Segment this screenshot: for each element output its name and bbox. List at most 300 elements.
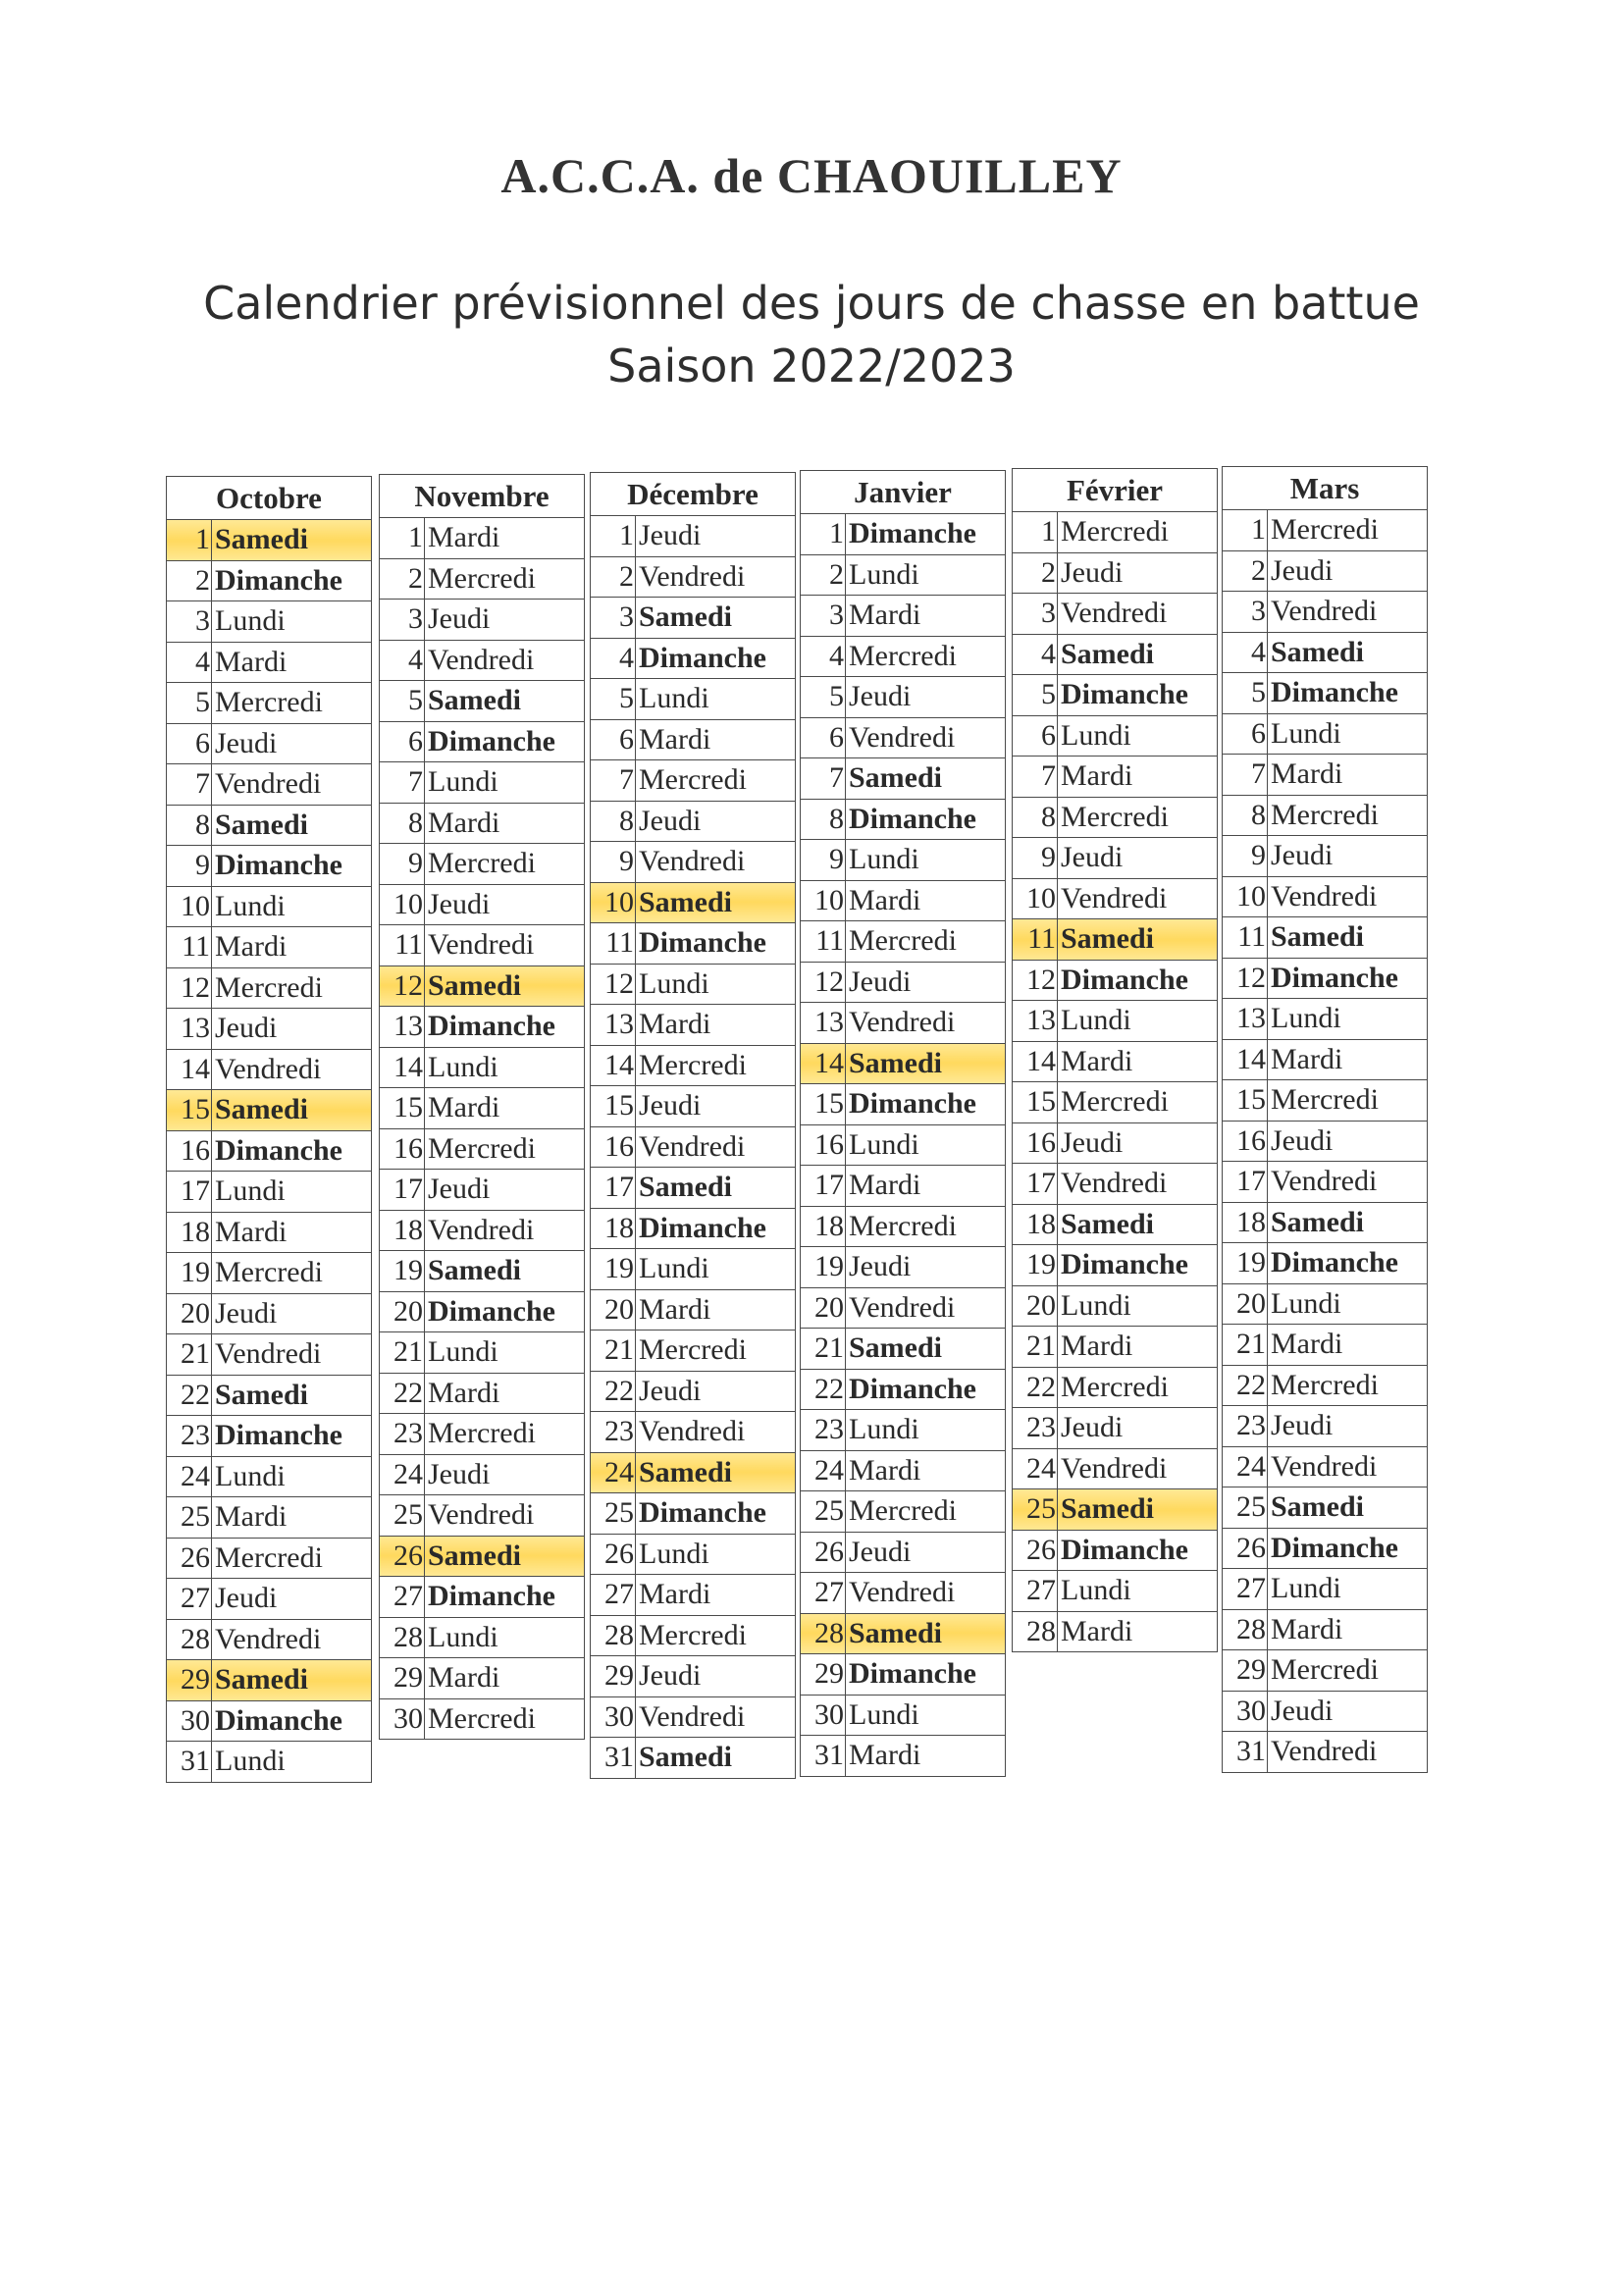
day-row [591,1005,796,1046]
day-number: 18 [591,1208,636,1249]
day-row [1013,1571,1218,1612]
day-row [591,1045,796,1086]
day-row [1223,1243,1428,1284]
day-number: 17 [167,1172,212,1213]
day-name: Mercredi [636,1331,796,1372]
day-row [380,640,585,681]
month-table-janvier [800,470,1006,1777]
day-row [167,1130,372,1172]
day-name: Vendredi [212,1619,372,1660]
day-row [380,1007,585,1048]
day-row [801,1654,1006,1696]
day-row [801,1450,1006,1491]
day-name: Mercredi [1058,1082,1218,1123]
day-number: 10 [801,880,846,921]
day-number: 15 [167,1090,212,1131]
day-number: 23 [167,1416,212,1457]
day-row [1223,632,1428,673]
day-row [167,1293,372,1334]
day-row [380,558,585,600]
day-number: 5 [380,681,425,722]
day-name: Lundi [1268,713,1428,755]
day-number: 21 [801,1329,846,1370]
day-name: Dimanche [846,1084,1006,1125]
day-number: 3 [591,598,636,639]
day-row [167,1049,372,1090]
day-number: 19 [801,1247,846,1288]
day-name: Dimanche [1268,1528,1428,1569]
day-row-highlighted [380,965,585,1007]
day-row-highlighted [167,1090,372,1131]
day-number: 18 [167,1212,212,1253]
day-name: Mercredi [636,1045,796,1086]
day-name: Samedi [425,1536,585,1577]
day-number: 17 [1223,1162,1268,1203]
day-number: 22 [1223,1365,1268,1406]
day-number: 28 [1223,1609,1268,1650]
day-row [591,964,796,1005]
day-name: Mercredi [212,967,372,1009]
day-number: 28 [591,1615,636,1656]
day-name: Dimanche [1268,1243,1428,1284]
day-name: Mercredi [425,1414,585,1455]
day-name: Jeudi [1268,1121,1428,1162]
day-number: 26 [167,1538,212,1579]
day-number: 5 [591,679,636,720]
day-name: Mercredi [1268,510,1428,551]
day-name: Vendredi [425,925,585,966]
day-name: Mercredi [1268,1080,1428,1122]
day-name: Vendredi [1268,1162,1428,1203]
day-number: 18 [801,1206,846,1247]
day-name: Mardi [1268,1609,1428,1650]
day-number: 31 [591,1738,636,1779]
day-name: Dimanche [636,1208,796,1249]
day-number: 11 [380,925,425,966]
day-name: Lundi [846,1410,1006,1451]
day-name: Mardi [212,1212,372,1253]
day-name: Lundi [1268,999,1428,1040]
day-row [591,1371,796,1412]
day-name: Vendredi [425,1495,585,1537]
day-row [167,1334,372,1376]
day-name: Mardi [425,1658,585,1699]
day-number: 25 [801,1491,846,1533]
day-number: 3 [1013,594,1058,635]
day-number: 23 [1223,1406,1268,1447]
day-name: Mardi [212,927,372,968]
day-name: Samedi [425,681,585,722]
day-number: 9 [801,840,846,881]
day-number: 28 [380,1617,425,1658]
day-name: Samedi [636,882,796,923]
day-name: Mardi [425,803,585,844]
day-name: Jeudi [1268,550,1428,592]
day-name: Jeudi [1058,1408,1218,1449]
day-row [167,723,372,764]
day-name: Jeudi [846,1532,1006,1573]
day-row [380,1373,585,1414]
day-number: 12 [167,967,212,1009]
day-name: Mercredi [212,1538,372,1579]
day-name: Vendredi [636,1126,796,1168]
day-row [591,1534,796,1575]
day-row [167,601,372,643]
day-number: 8 [380,803,425,844]
day-row [380,1617,585,1658]
day-row-highlighted [801,1043,1006,1084]
day-name: Mardi [1058,1327,1218,1368]
day-name: Dimanche [425,1577,585,1618]
day-row [380,1495,585,1537]
day-number: 29 [591,1656,636,1697]
day-name: Samedi [212,1375,372,1416]
day-number: 20 [801,1287,846,1329]
month-header: Janvier [801,471,1006,514]
day-number: 17 [380,1170,425,1211]
day-number: 14 [801,1043,846,1084]
day-row [591,1249,796,1290]
day-number: 7 [1013,757,1058,798]
day-name: Vendredi [425,1210,585,1251]
day-number: 2 [801,554,846,596]
day-name: Mercredi [846,1206,1006,1247]
day-name: Dimanche [636,923,796,965]
day-row [1223,1446,1428,1487]
day-name: Samedi [1268,632,1428,673]
day-number: 30 [380,1698,425,1740]
day-number: 27 [380,1577,425,1618]
day-name: Mardi [846,596,1006,637]
day-row [591,516,796,557]
day-row [167,1456,372,1497]
day-row [1013,1204,1218,1245]
day-number: 14 [1013,1041,1058,1082]
month-table-novembre [379,474,585,1740]
day-number: 15 [1013,1082,1058,1123]
day-name: Dimanche [846,799,1006,840]
day-number: 19 [380,1251,425,1292]
day-number: 6 [801,717,846,758]
day-number: 11 [591,923,636,965]
day-number: 15 [380,1088,425,1129]
day-row [591,842,796,883]
day-name: Samedi [212,1090,372,1131]
day-name: Mardi [425,518,585,559]
day-name: Mercredi [1268,1650,1428,1692]
day-row [380,518,585,559]
day-row [591,1289,796,1331]
day-row [1223,917,1428,959]
day-name: Lundi [846,1695,1006,1736]
day-name: Samedi [1268,1202,1428,1243]
day-name: Jeudi [846,962,1006,1003]
day-row [591,556,796,598]
day-row [380,1251,585,1292]
day-name: Dimanche [212,1130,372,1172]
day-row [167,1212,372,1253]
day-row [380,925,585,966]
day-row [380,1170,585,1211]
day-row [1223,836,1428,877]
day-name: Samedi [1058,1489,1218,1531]
page-title: A.C.C.A. de CHAOUILLEY [500,148,1123,203]
day-number: 1 [591,516,636,557]
day-row [1013,1041,1218,1082]
day-name: Mercredi [425,558,585,600]
day-number: 26 [591,1534,636,1575]
day-number: 18 [380,1210,425,1251]
day-row [591,1208,796,1249]
day-row [1013,552,1218,594]
day-number: 6 [167,723,212,764]
day-number: 31 [1223,1732,1268,1773]
day-name: Lundi [636,964,796,1005]
day-row [380,803,585,844]
day-row [167,1375,372,1416]
day-number: 29 [801,1654,846,1696]
day-name: Samedi [1058,919,1218,961]
day-row-highlighted [591,882,796,923]
day-row [1223,1406,1428,1447]
day-name: Mardi [636,1575,796,1616]
day-number: 3 [380,600,425,641]
day-row [1223,999,1428,1040]
day-number: 24 [1223,1446,1268,1487]
day-number: 1 [167,520,212,561]
day-number: 12 [591,964,636,1005]
day-name: Vendredi [1058,878,1218,919]
day-number: 3 [801,596,846,637]
day-name: Mardi [1268,755,1428,796]
day-name: Mardi [425,1088,585,1129]
day-row [1013,715,1218,757]
day-name: Mercredi [636,760,796,802]
day-row [167,1009,372,1050]
day-row [380,1210,585,1251]
day-number: 18 [1223,1202,1268,1243]
day-number: 24 [380,1454,425,1495]
day-number: 9 [380,844,425,885]
day-number: 12 [1013,960,1058,1001]
day-number: 1 [1013,512,1058,553]
day-name: Jeudi [212,1579,372,1620]
day-row [1223,1121,1428,1162]
day-row [167,1253,372,1294]
day-name: Lundi [425,1047,585,1088]
day-row [167,1742,372,1783]
day-number: 21 [1013,1327,1058,1368]
day-number: 4 [1223,632,1268,673]
day-name: Mercredi [1058,512,1218,553]
day-row [380,600,585,641]
day-number: 24 [801,1450,846,1491]
day-name: Jeudi [636,1086,796,1127]
day-number: 20 [1223,1283,1268,1325]
day-row [801,799,1006,840]
day-row [801,1410,1006,1451]
day-number: 21 [1223,1325,1268,1366]
day-row [801,717,1006,758]
day-name: Lundi [1058,1285,1218,1327]
day-name: Vendredi [1058,1164,1218,1205]
day-number: 23 [1013,1408,1058,1449]
day-number: 9 [1223,836,1268,877]
day-number: 16 [1013,1122,1058,1164]
day-name: Mardi [212,642,372,683]
day-number: 1 [801,514,846,555]
day-name: Vendredi [1058,1448,1218,1489]
day-row [380,1291,585,1332]
day-name: Jeudi [1268,836,1428,877]
day-name: Jeudi [1268,1691,1428,1732]
day-row [167,927,372,968]
day-number: 8 [591,801,636,842]
day-name: Mercredi [636,1615,796,1656]
day-name: Lundi [425,762,585,804]
day-number: 21 [591,1331,636,1372]
day-number: 11 [1013,919,1058,961]
day-name: Jeudi [425,600,585,641]
day-row [591,1738,796,1779]
day-number: 23 [591,1412,636,1453]
day-name: Lundi [846,554,1006,596]
day-row [801,1491,1006,1533]
day-name: Mercredi [846,1491,1006,1533]
day-row [801,1736,1006,1777]
day-number: 22 [591,1371,636,1412]
day-number: 26 [801,1532,846,1573]
day-name: Dimanche [425,1291,585,1332]
day-name: Lundi [636,1249,796,1290]
day-number: 15 [1223,1080,1268,1122]
day-name: Mardi [636,1005,796,1046]
day-number: 7 [380,762,425,804]
day-number: 15 [591,1086,636,1127]
day-row [1013,878,1218,919]
day-name: Lundi [212,1742,372,1783]
day-number: 10 [591,882,636,923]
day-number: 9 [167,846,212,887]
day-name: Jeudi [212,1293,372,1334]
day-number: 2 [167,560,212,601]
day-row [801,1084,1006,1125]
day-name: Mercredi [1058,797,1218,838]
day-row [167,1172,372,1213]
day-number: 25 [591,1493,636,1535]
day-number: 30 [1223,1691,1268,1732]
day-row [167,886,372,927]
day-row-highlighted [801,1613,1006,1654]
day-name: Samedi [636,1452,796,1493]
day-row [380,1332,585,1374]
day-number: 21 [380,1332,425,1374]
day-number: 6 [380,721,425,762]
day-row [801,1206,1006,1247]
day-name: Lundi [212,601,372,643]
day-row [1013,838,1218,879]
day-row [801,1287,1006,1329]
day-row [1013,1122,1218,1164]
day-number: 12 [801,962,846,1003]
day-name: Samedi [1058,634,1218,675]
day-number: 5 [1013,675,1058,716]
day-row [801,758,1006,800]
day-number: 12 [380,965,425,1007]
day-row [1013,675,1218,716]
day-number: 7 [1223,755,1268,796]
day-number: 10 [380,884,425,925]
day-name: Vendredi [1268,1732,1428,1773]
day-number: 26 [1013,1530,1058,1571]
day-row [1223,1609,1428,1650]
day-number: 7 [167,764,212,806]
day-name: Dimanche [212,1700,372,1742]
day-name: Vendredi [212,764,372,806]
day-number: 30 [167,1700,212,1742]
day-name: Vendredi [212,1049,372,1090]
day-row [1223,755,1428,796]
day-number: 20 [591,1289,636,1331]
month-header: Novembre [380,475,585,518]
month-header: Mars [1223,467,1428,510]
day-name: Samedi [1268,917,1428,959]
day-number: 8 [801,799,846,840]
day-number: 27 [1013,1571,1058,1612]
day-name: Jeudi [636,801,796,842]
day-name: Mardi [1268,1325,1428,1366]
day-number: 17 [801,1166,846,1207]
day-number: 29 [167,1660,212,1701]
day-number: 13 [380,1007,425,1048]
day-number: 17 [1013,1164,1058,1205]
month-table-mars [1222,466,1428,1773]
day-number: 2 [1223,550,1268,592]
day-name: Dimanche [1058,960,1218,1001]
day-number: 6 [1223,713,1268,755]
day-row [591,1656,796,1697]
day-row-highlighted [1013,1489,1218,1531]
day-name: Vendredi [1268,876,1428,917]
day-name: Vendredi [846,1573,1006,1614]
day-number: 27 [1223,1569,1268,1610]
day-name: Jeudi [1058,1122,1218,1164]
month-header: Octobre [167,477,372,520]
day-number: 13 [801,1003,846,1044]
day-number: 9 [1013,838,1058,879]
day-name: Dimanche [636,1493,796,1535]
day-name: Samedi [636,1738,796,1779]
day-row [591,1412,796,1453]
day-row [1223,713,1428,755]
day-name: Samedi [1058,1204,1218,1245]
day-name: Lundi [1268,1569,1428,1610]
day-row [591,1696,796,1738]
day-number: 14 [591,1045,636,1086]
day-number: 25 [167,1497,212,1539]
day-name: Jeudi [636,1656,796,1697]
day-name: Mercredi [1268,795,1428,836]
day-name: Lundi [212,1172,372,1213]
day-row [1223,592,1428,633]
day-row [591,598,796,639]
day-name: Jeudi [1268,1406,1428,1447]
day-row [1223,1691,1428,1732]
day-row [1013,1164,1218,1205]
day-row [1223,1365,1428,1406]
day-row [167,805,372,846]
day-row [801,1695,1006,1736]
